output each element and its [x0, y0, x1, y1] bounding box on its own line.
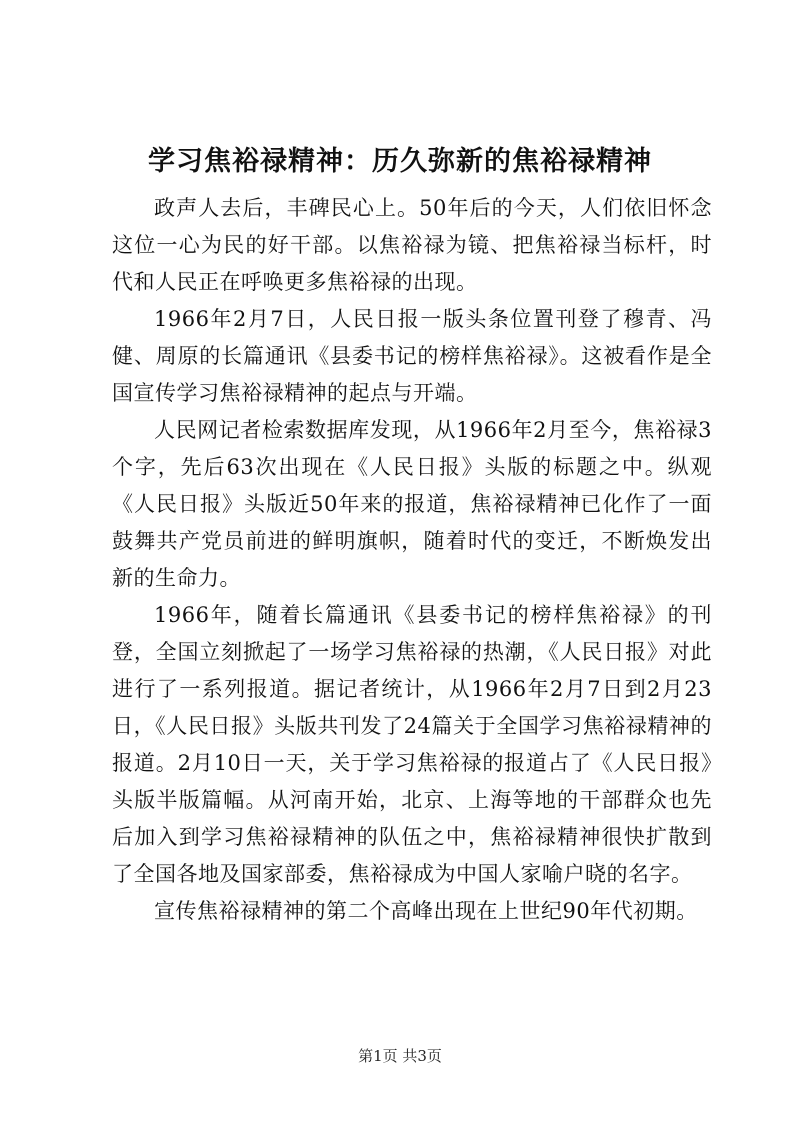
document-title: 学习焦裕禄精神：历久弥新的焦裕禄精神: [148, 146, 652, 177]
document-body: [112, 190, 712, 930]
page-footer: 第1页 共3页: [358, 1047, 442, 1065]
paragraph-2: 1966年2月7日，人民日报一版头条位置刊登了穆青、冯健、周原的长篇通讯《县委书记的榜样焦裕禄》。这被看作是全国宣传学习焦裕禄精神的起点与开端。: [112, 307, 712, 405]
paragraph-1: 政声人去后，丰碑民心上。50年后的今天，人们依旧怀念这位一心为民的好干部。以焦裕禄为镜、把焦裕禄当标杆，时代和人民正在呼唤更多焦裕禄的出现。: [112, 196, 712, 294]
paragraph-3: 人民网记者检索数据库发现，从1966年2月至今，焦裕禄3个字，先后63次出现在《人民日报》头版的标题之中。纵观《人民日报》头版近50年来的报道，焦裕禄精神已化作了一面鼓舞共产党员前进的鲜明旗帜，随着时代的变迁，不断焕发出新的生命力。: [112, 418, 712, 590]
paragraph-4: 1966年，随着长篇通讯《县委书记的榜样焦裕禄》的刊登，全国立刻掀起了一场学习焦裕禄的热潮，《人民日报》对此进行了一系列报道。据记者统计，从1966年2月7日到2月23日，《人民日报》头版共刊发了24篇关于全国学习焦裕禄精神的报道。2月10日一天，关于学习焦裕禄的报道占了《人民日报》头版半版篇幅。从河南开始，北京、上海等地的干部群众也先后加入到学习焦裕禄精神的队伍之中，焦裕禄精神很快扩散到了全国各地及国家部委，焦裕禄成为中国人家喻户晓的名字。: [112, 603, 712, 886]
paragraph-5: 宣传焦裕禄精神的第二个高峰出现在上世纪90年代初期。: [154, 899, 698, 923]
